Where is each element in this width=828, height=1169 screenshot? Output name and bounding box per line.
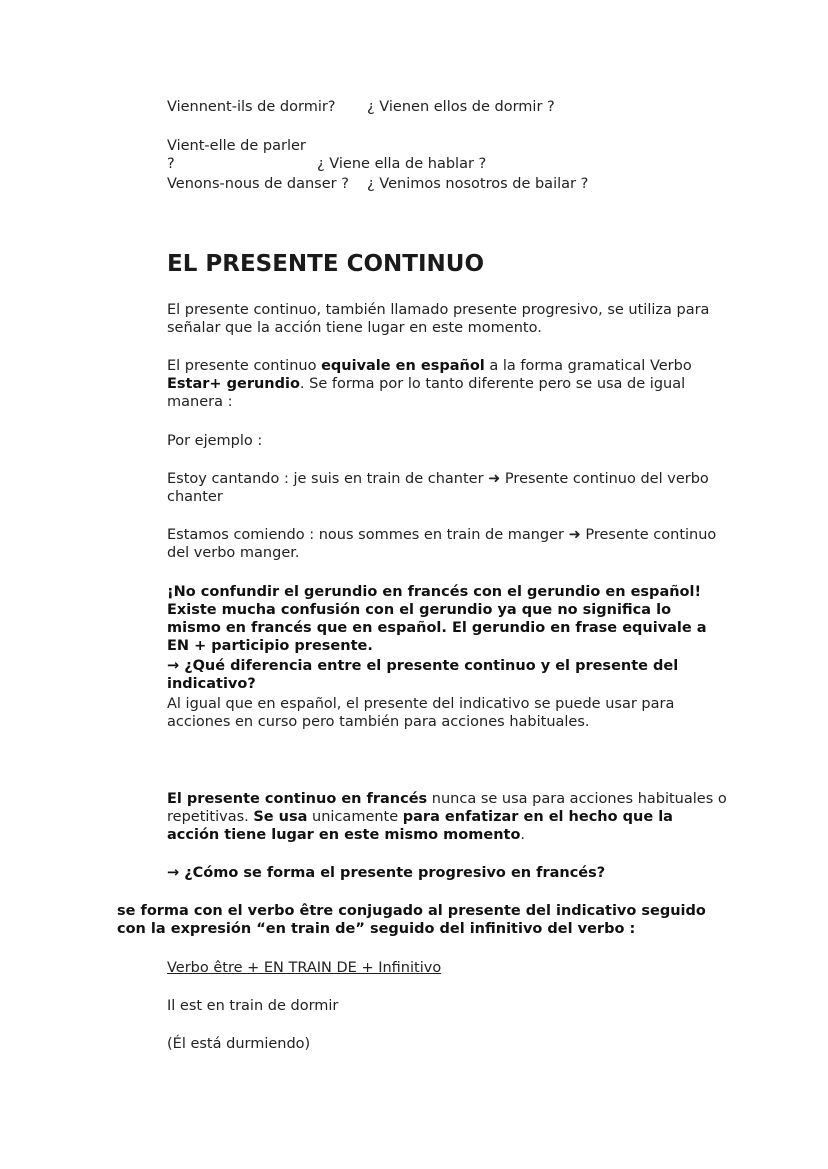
example-spanish: ¿ Viene ella de hablar ? bbox=[317, 156, 487, 172]
usage-paragraph: El presente continuo en francés nunca se usa para acciones habituales o repetitivas. Se usa unicamente para enfatizar en el hecho que la acción tiene lugar en este mismo momento. bbox=[167, 791, 727, 843]
intro-paragraph: El presente continuo, también llamado presente progresivo, se utiliza para señalar que la acción tiene lugar en este momento. bbox=[167, 302, 710, 336]
formula: Verbo être + EN TRAIN DE + Infinitivo bbox=[167, 960, 442, 976]
example-spanish: ¿ Vienen ellos de dormir ? bbox=[367, 99, 555, 115]
warning-paragraph: ¡No confundir el gerundio en francés con el gerundio en español! Existe mucha confusión con el gerundio ya que no significa lo mismo en francés que en español. El gerundio en frase equivale a EN + participio presente. bbox=[167, 584, 707, 654]
example-row bbox=[167, 175, 727, 193]
example-sentence: Estamos comiendo : nous sommes en train de manger ➜ Presente continuo del verbo manger. bbox=[167, 527, 717, 561]
answer-paragraph: Al igual que en español, el presente del indicativo se puede usar para acciones en curso pero también para acciones habituales. bbox=[167, 696, 675, 730]
example-row bbox=[167, 137, 727, 173]
example-intro: Por ejemplo : bbox=[167, 433, 263, 449]
example-row bbox=[167, 98, 727, 116]
question-heading: → ¿Cómo se forma el presente progresivo en francés? bbox=[167, 865, 606, 881]
question-heading: → ¿Qué diferencia entre el presente continuo y el presente del indicativo? bbox=[167, 658, 679, 692]
formation-paragraph: se forma con el verbo être conjugado al presente del indicativo seguido con la expresión “en train de” seguido del infinitivo del verbo : bbox=[117, 903, 706, 937]
example-french: Venons-nous de danser ? bbox=[167, 176, 349, 192]
section-heading: EL PRESENTE CONTINUO bbox=[167, 251, 484, 277]
example-french: Vient-elle de parler ? bbox=[167, 138, 306, 172]
example-french: Viennent-ils de dormir? bbox=[167, 99, 336, 115]
example-translation: (Él está durmiendo) bbox=[167, 1036, 311, 1052]
equivalence-paragraph: El presente continuo equivale en español a la forma gramatical Verbo Estar+ gerundio. Se forma por lo tanto diferente pero se usa de igual manera : bbox=[167, 358, 692, 410]
example-sentence: Estoy cantando : je suis en train de chanter ➜ Presente continuo del verbo chanter bbox=[167, 471, 709, 505]
example-sentence: Il est en train de dormir bbox=[167, 998, 339, 1014]
example-spanish: ¿ Venimos nosotros de bailar ? bbox=[367, 176, 589, 192]
